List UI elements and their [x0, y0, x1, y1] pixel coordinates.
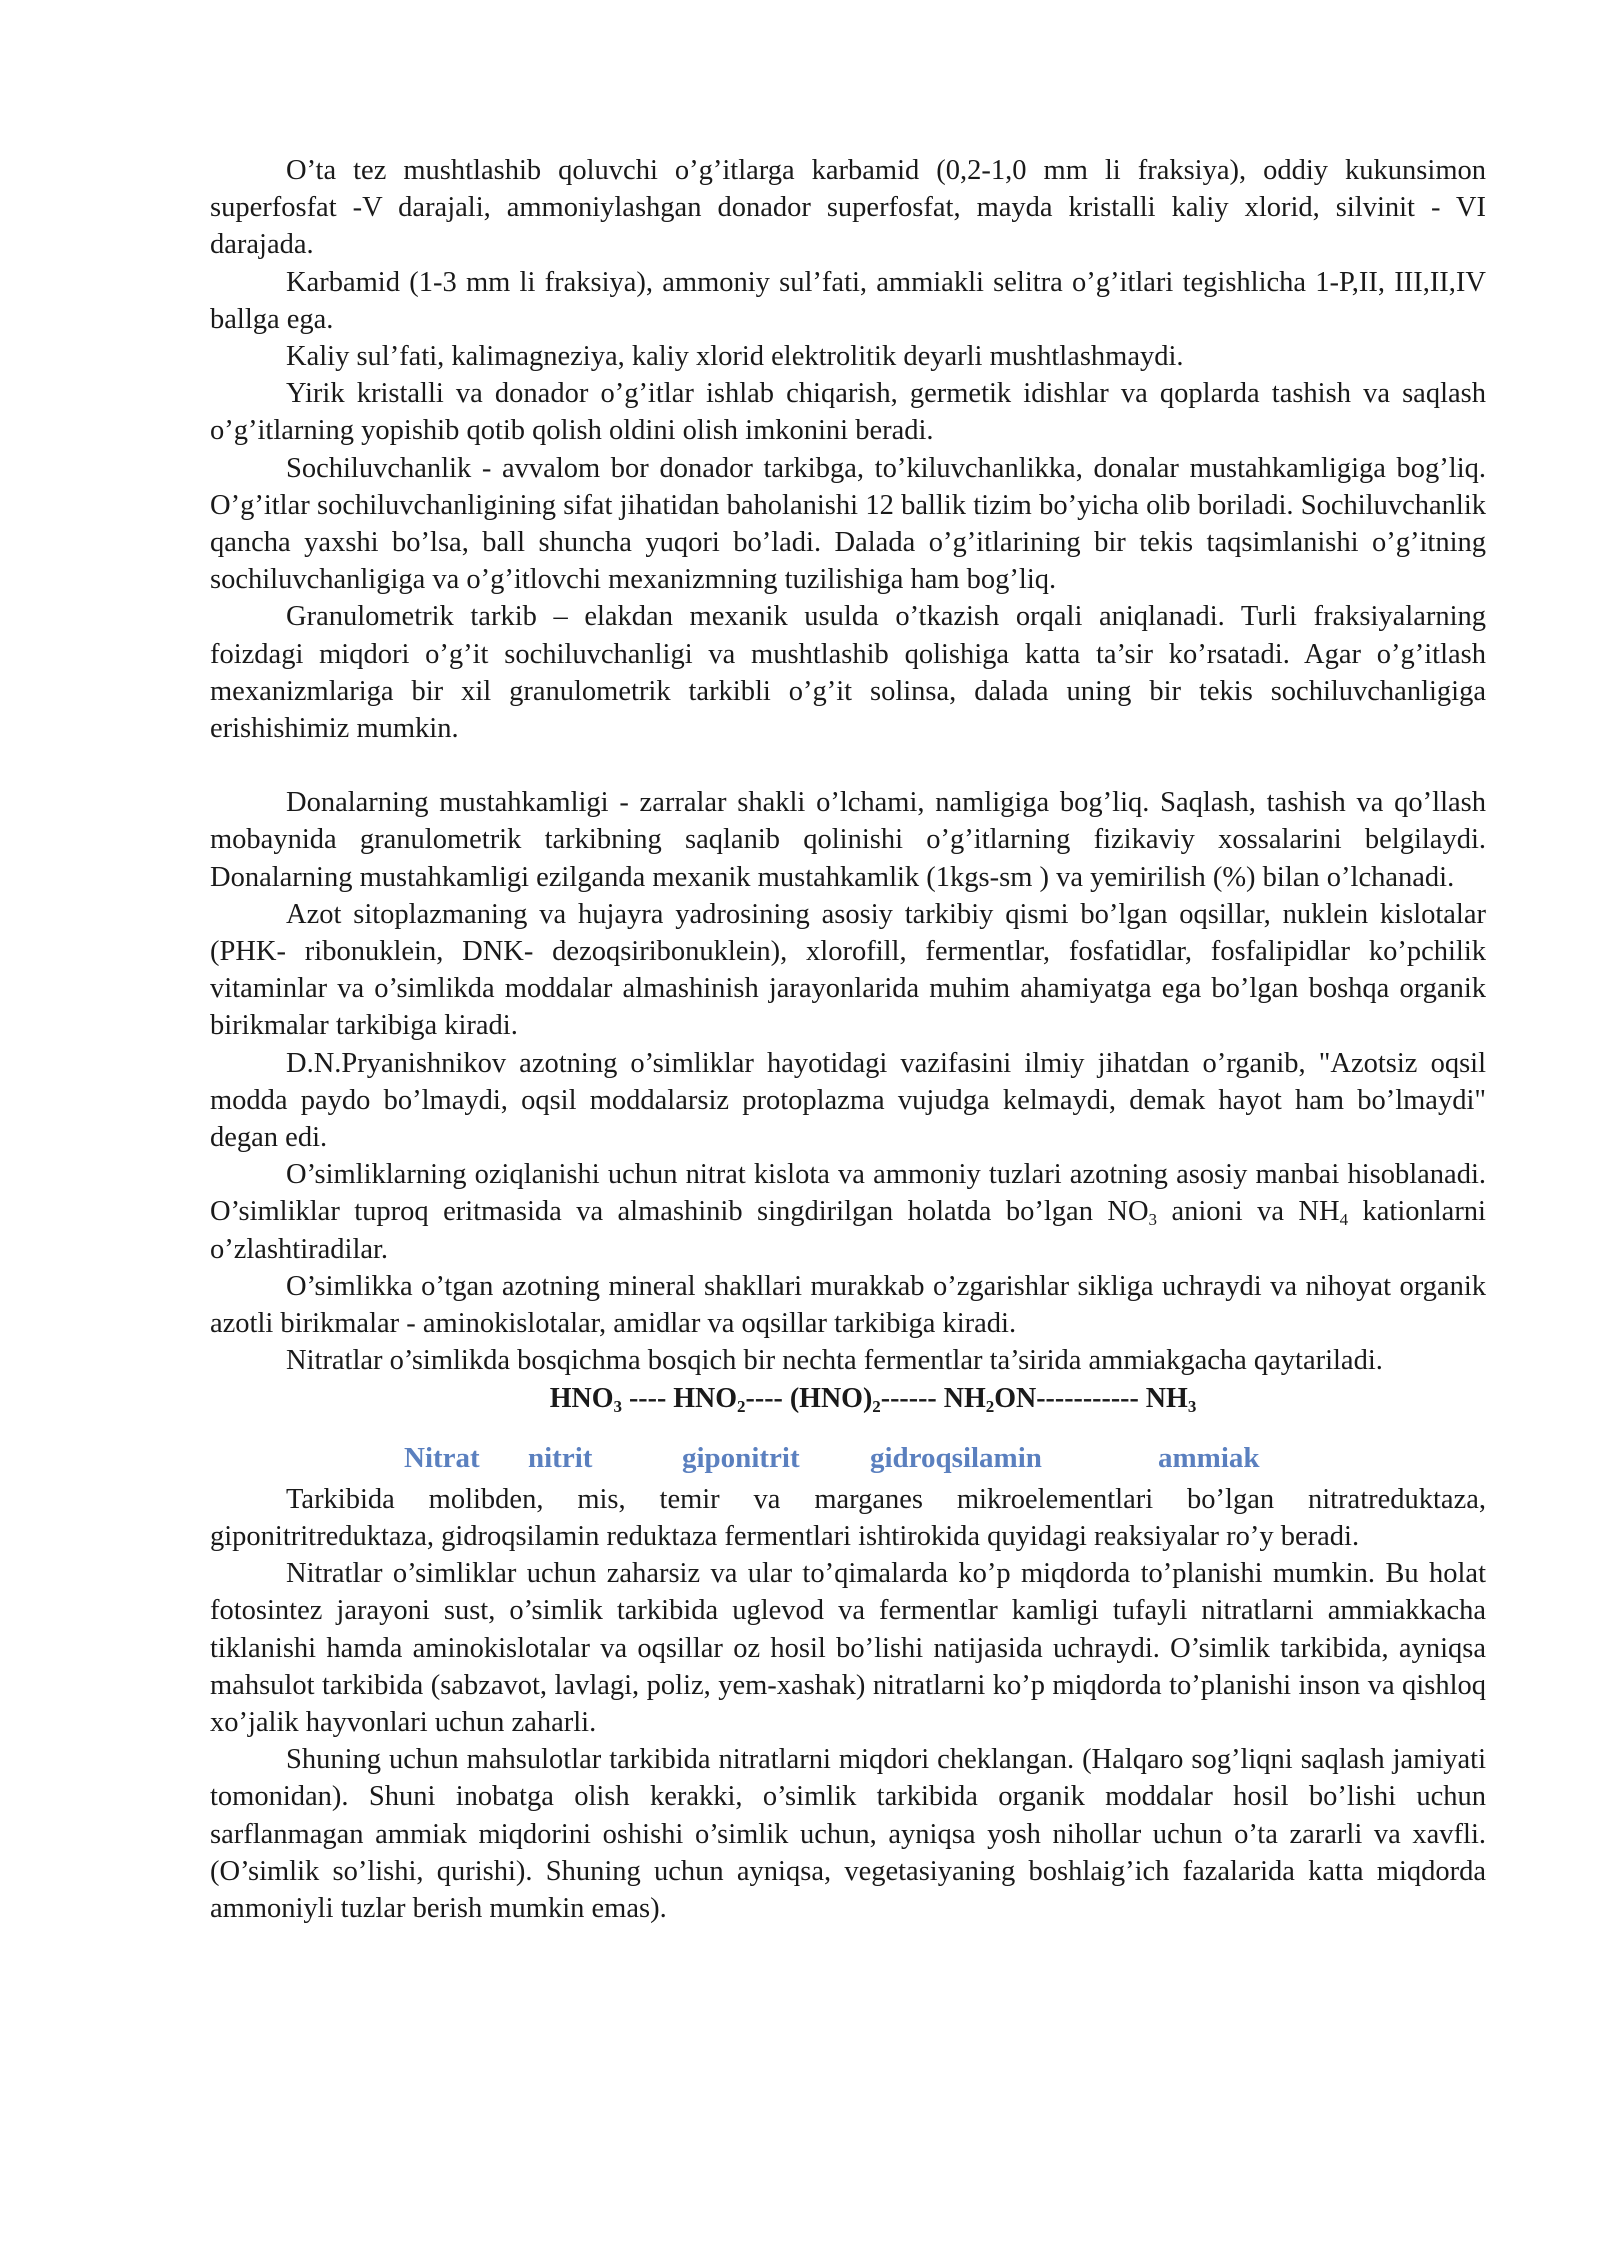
- paragraph-granule-strength: Donalarning mustahkamligi - zarralar shakli o’lchami, namligiga bog’liq. Saqlash, tashish va qo’llash mobaynida granulometrik tarkibning saqlanib qolinishi o’g’itlarning fizikaviy xossalarini belgilaydi. Donalarning mustahkamligi ezilganda mexanik mustahkamlik (1kgs-sm ) va yemirilish (%) bilan o’lchanadi.: [210, 787, 1486, 893]
- label-ammiak: ammiak: [1158, 1441, 1260, 1474]
- paragraph-caking-degree: O’ta tez mushtlashib qoluvchi o’g’itlarga karbamid (0,2-1,0 mm li fraksiya), oddiy kukunsimon superfosfat -V darajali, ammoniylashgan donador superfosfat, mayda kristalli kaliy xlorid, silvinit - VI darajada.: [210, 155, 1486, 261]
- paragraph-granulometric: Granulometrik tarkib – elakdan mexanik usulda o’tkazish orqali aniqlanadi. Turli fraksiyalarning foizdagi miqdori o’g’it sochiluvchanligi va mushtlashib qolishiga katta ta’sir ko’rsatadi. Agar o’g’itlash mexanizmlariga bir xil granulometrik tarkibli o’g’it solinsa, dalada uning bir tekis sochiluvchanligiga erishishimiz mumkin.: [210, 601, 1486, 745]
- paragraph-nitrogen-role: Azot sitoplazmaning va hujayra yadrosining asosiy tarkibiy qismi bo’lgan oqsillar, nuklein kislotalar (PHK- ribonuklein, DNK- dezoqsiribonuklein), xlorofill, fermentlar, fosfatidlar, fosfalipidlar ko’pchilik vitaminlar va o’simlikda moddalar almashinish jarayonlarida muhim ahamiyatga ega bo’lgan boshqa organik birikmalar tarkibiga kiradi.: [210, 898, 1486, 1042]
- paragraph-nitrate-accumulation: Nitratlar o’simliklar uchun zaharsiz va ular to’qimalarda ko’p miqdorda to’planishi mumkin. Bu holat fotosintez jarayoni sust, o’simlik tarkibida uglevod va fermentlar kamligi tufayli nitratlarni ammiakkacha tiklanishi hamda aminokislotalar va oqsillar oz hosil bo’lishi natijasida uchraydi. O’simlik tarkibida, ayniqsa mahsulot tarkibida (sabzavot, lavlagi, poliz, yem-xashak) nitratlarni ko’p miqdorda to’planishi inson va qishloq xo’jalik hayvonlari uchun zaharli.: [210, 1558, 1486, 1738]
- document-body: [210, 152, 1486, 1927]
- paragraph-enzymes: Tarkibida molibden, mis, temir va marganes mikroelementlari bo’lgan nitratreduktaza, giponitritreduktaza, gidroqsilamin reduktaza fermentlari ishtirokida quyidagi reaksiyalar ro’y beradi.: [210, 1483, 1486, 1552]
- paragraph-mineral-forms: O’simlikka o’tgan azotning mineral shakllari murakkab o’zgarishlar sikliga uchraydi va nihoyat organik azotli birikmalar - aminokislotalar, amidlar va oqsillar tarkibiga kiradi.: [210, 1270, 1486, 1340]
- text-run: kationlarni o’zlashtiradilar.: [210, 1196, 1486, 1265]
- text-run: anioni va NH: [1157, 1196, 1340, 1228]
- label-nitrit: nitrit: [528, 1441, 593, 1474]
- paragraph-nitrate-reduction: Nitratlar o’simlikda bosqichma bosqich bir nechta fermentlar ta’sirida ammiakgacha qaytariladi.: [286, 1345, 1383, 1377]
- label-gidroqsilamin: gidroqsilamin: [870, 1441, 1042, 1474]
- paragraph-kaliy: Kaliy sul’fati, kalimagneziya, kaliy xlorid elektrolitik deyarli mushtlashmaydi.: [286, 341, 1184, 373]
- paragraph-nitrogen-sources: [210, 1156, 1486, 1268]
- formula-part: HNO: [549, 1382, 614, 1414]
- label-nitrat: Nitrat: [404, 1441, 480, 1474]
- subscript: 3: [1148, 1210, 1158, 1230]
- formula-part: ON----------- NH: [994, 1382, 1188, 1414]
- formula-subscript: 3: [1187, 1396, 1197, 1416]
- paragraph-nitrate-limits: Shuning uchun mahsulotlar tarkibida nitratlarni miqdori cheklangan. (Halqaro sog’liqni saqlash jamiyati tomonidan). Shuni inobatga olish kerakki, o’simlik tarkibida organik moddalar hosil bo’lishi uchun sarflanmagan ammiak miqdorini oshishi o’simlik uchun, ayniqsa yosh nihollar uchun o’ta zararli va xavfli. (O’simlik so’lishi, qurishi). Shuning uchun ayniqsa, vegetasiyaning boshlaig’ich fazalarida katta miqdorda ammoniyli tuzlar berish mumkin emas).: [210, 1744, 1486, 1924]
- formula-subscript: 3: [613, 1396, 622, 1416]
- formula-part: ---- (HNO): [745, 1382, 873, 1414]
- formula-subscript: 2: [985, 1396, 995, 1416]
- paragraph-flowability: Sochiluvchanlik - avvalom bor donador tarkibga, to’kiluvchanlikka, donalar mustahkamligiga bog’liq. O’g’itlar sochiluvchanligining sifat jihatidan baholanishi 12 ballik tizim bo’yicha olib boriladi. Sochiluvchanlik qancha yaxshi bo’lsa, ball shuncha yuqori bo’ladi. Dalada o’g’itlarining bir tekis taqsimlanishi o’g’itning sochiluvchanligiga va o’g’itlovchi mexanizmning tuzilishiga ham bog’liq.: [210, 452, 1486, 596]
- formula-part: ---- HNO: [621, 1382, 738, 1414]
- reaction-labels: [210, 1417, 1486, 1481]
- formula-part: ------ NH: [880, 1382, 986, 1414]
- text-run: O’simliklarning oziqlanishi uchun nitrat kislota va ammoniy tuzlari azotning asosiy manbai hisoblanadi. O’simliklar tuproq eritmasida va almashinib singdirilgan holatda bo’lgan NO: [210, 1159, 1486, 1228]
- subscript: 4: [1339, 1210, 1349, 1230]
- label-giponitrit: giponitrit: [682, 1441, 800, 1474]
- paragraph-karbamid-balls: Karbamid (1-3 mm li fraksiya), ammoniy sul’fati, ammiakli selitra o’g’itlari tegishlicha 1-P,II, III,II,IV ballga ega.: [210, 266, 1486, 335]
- reaction-formula: [210, 1380, 1486, 1417]
- formula-subscript: 2: [737, 1396, 746, 1416]
- paragraph-pryanishnikov-quote: D.N.Pryanishnikov azotning o’simliklar hayotidagi vazifasini ilmiy jihatdan o’rganib, "Azotsiz oqsil modda paydo bo’lmaydi, oqsil moddalarsiz protoplazma vujudga kelmaydi, demak hayot ham bo’lmaydi" degan edi.: [210, 1047, 1486, 1154]
- formula-subscript: 2: [872, 1396, 881, 1416]
- paragraph-storage: Yirik kristalli va donador o’g’itlar ishlab chiqarish, germetik idishlar va qoplarda tashish va saqlash o’g’itlarning yopishib qotib qolish oldini olish imkonini beradi.: [210, 378, 1486, 447]
